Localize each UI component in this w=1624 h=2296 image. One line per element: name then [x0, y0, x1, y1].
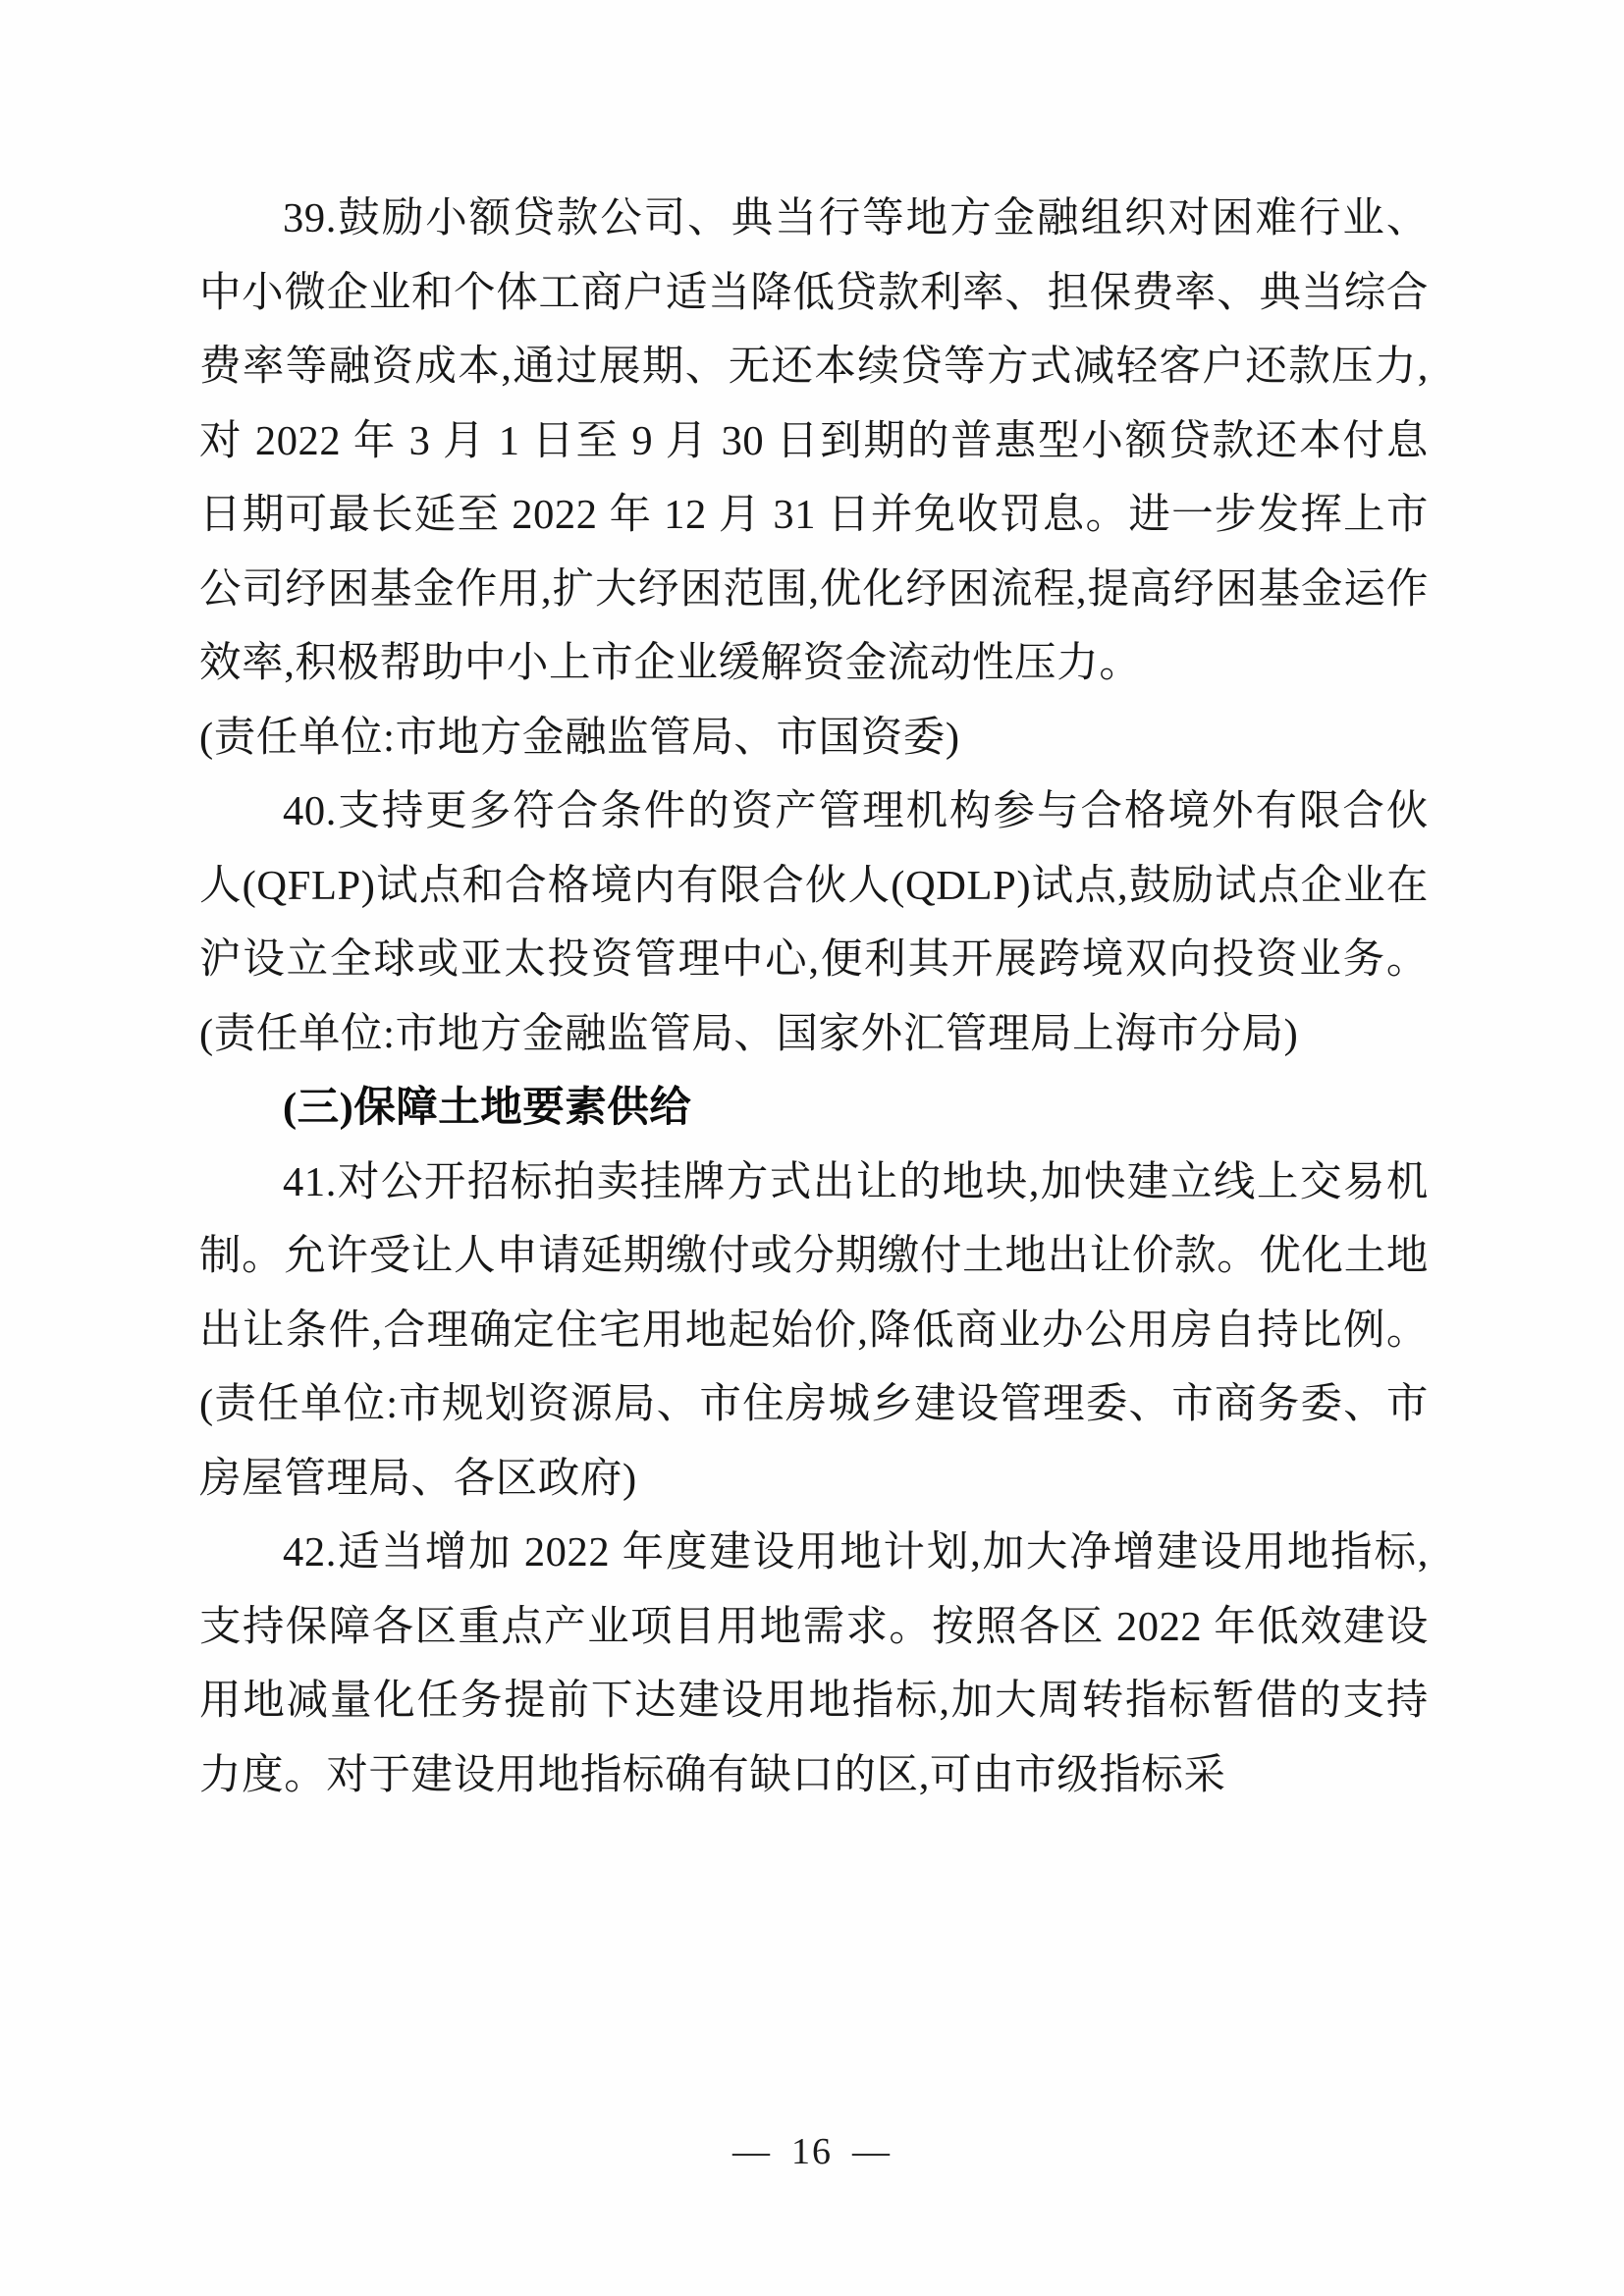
- paragraph-item-40: 40.支持更多符合条件的资产管理机构参与合格境外有限合伙人(QFLP)试点和合格境内有限合伙人(QDLP)试点,鼓励试点企业在沪设立全球或亚太投资管理中心,便利其开展跨境双向投资业务。(责任单位:市地方金融监管局、国家外汇管理局上海市分局): [199, 788, 1429, 1057]
- page-number: 16: [791, 2131, 833, 2172]
- paragraph-item-41: 41.对公开招标拍卖挂牌方式出让的地块,加快建立线上交易机制。允许受让人申请延期缴付或分期缴付土地出让价款。优化土地出让条件,合理确定住宅用地起始价,降低商业办公用房自持比例。(责任单位:市规划资源局、市住房城乡建设管理委、市商务委、市房屋管理局、各区政府): [199, 1158, 1429, 1502]
- section-heading-land-supply: (三)保障土地要素供给: [283, 1085, 692, 1131]
- paragraph-item-39: 39.鼓励小额贷款公司、典当行等地方金融组织对困难行业、中小微企业和个体工商户适当降低贷款利率、担保费率、典当综合费率等融资成本,通过展期、无还本续贷等方式减轻客户还款压力,对 2022 年 3 月 1 日至 9 月 30 日到期的普惠型小额贷款还本付息日期可最长延至 2022 年 12 月 31 日并免收罚息。进一步发挥上市公司纾困基金作用,扩大纾困范围,优化纾困流程,提高纾困基金运作效率,积极帮助中小上市企业缓解资金流动性压力。: [199, 195, 1429, 686]
- responsible-unit-item-39: (责任单位:市地方金融监管局、市国资委): [199, 714, 960, 761]
- footer-dash-right: —: [852, 2131, 892, 2172]
- page-content: [199, 182, 1429, 1812]
- paragraph-item-42: 42.适当增加 2022 年度建设用地计划,加大净增建设用地指标,支持保障各区重点产业项目用地需求。按照各区 2022 年低效建设用地减量化任务提前下达建设用地指标,加大周转指标暂借的支持力度。对于建设用地指标确有缺口的区,可由市级指标采: [199, 1529, 1429, 1798]
- footer-dash-left: —: [732, 2131, 772, 2172]
- page-footer: [0, 2130, 1624, 2173]
